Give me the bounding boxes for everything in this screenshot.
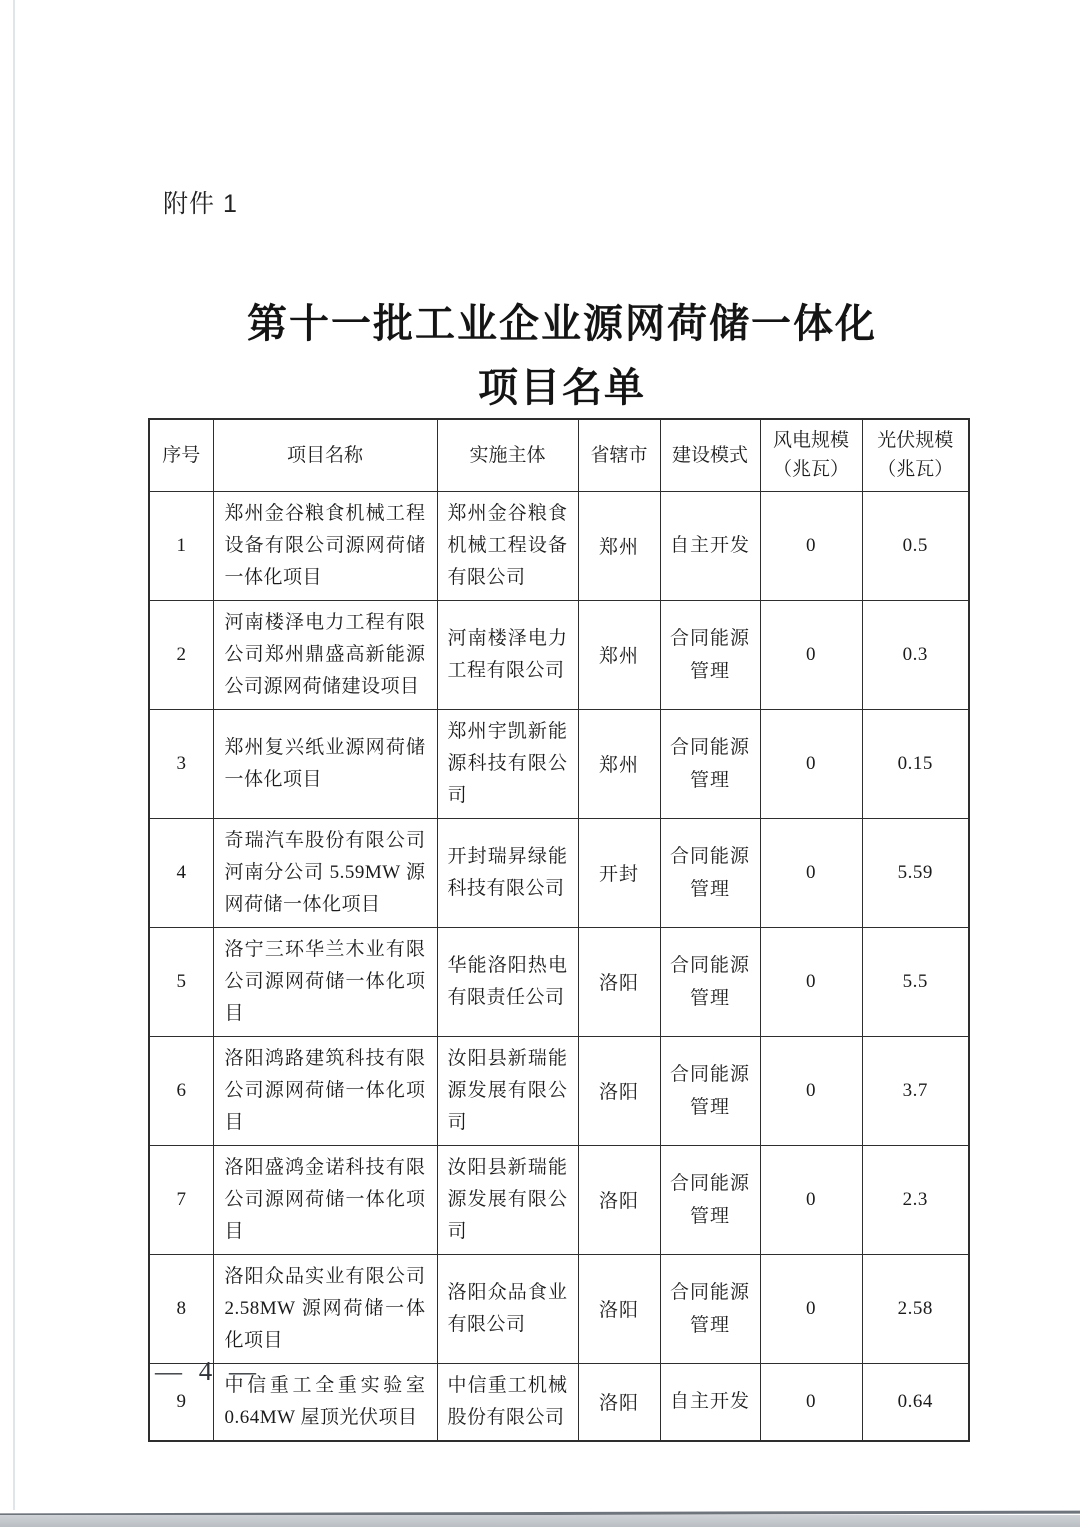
cell-entity: 开封瑞昇绿能科技有限公司 bbox=[437, 818, 578, 927]
page-title bbox=[150, 292, 974, 420]
cell-city: 洛阳 bbox=[578, 1145, 660, 1254]
cell-mode: 合同能源管理 bbox=[660, 1036, 760, 1145]
cell-project: 郑州复兴纸业源网荷储一体化项目 bbox=[213, 709, 437, 818]
projects-table bbox=[148, 418, 970, 1442]
header-wind bbox=[760, 419, 862, 491]
table-body bbox=[149, 491, 969, 1441]
cell-mode: 合同能源管理 bbox=[660, 1145, 760, 1254]
header-wind-line2: （兆瓦） bbox=[772, 459, 849, 481]
cell-no: 9 bbox=[149, 1363, 213, 1441]
cell-mode: 合同能源管理 bbox=[660, 927, 760, 1036]
scan-edge-bottom-fill bbox=[0, 1515, 1080, 1527]
cell-pv: 0.15 bbox=[862, 709, 969, 818]
cell-pv: 2.58 bbox=[862, 1254, 969, 1363]
cell-pv: 5.59 bbox=[862, 818, 969, 927]
table-row bbox=[149, 1363, 969, 1441]
cell-project: 郑州金谷粮食机械工程设备有限公司源网荷储一体化项目 bbox=[213, 491, 437, 600]
cell-project: 洛阳众品实业有限公司 2.58MW 源网荷储一体化项目 bbox=[213, 1254, 437, 1363]
cell-no: 2 bbox=[149, 600, 213, 709]
cell-city: 郑州 bbox=[578, 600, 660, 709]
page-title-line2: 项目名单 bbox=[478, 365, 646, 410]
cell-entity: 中信重工机械股份有限公司 bbox=[437, 1363, 578, 1441]
cell-entity: 郑州宇凯新能源科技有限公司 bbox=[437, 709, 578, 818]
header-mode: 建设模式 bbox=[660, 419, 760, 491]
scan-edge-left bbox=[13, 0, 15, 1510]
header-no: 序号 bbox=[149, 419, 213, 491]
header-entity: 实施主体 bbox=[437, 419, 578, 491]
cell-wind: 0 bbox=[760, 818, 862, 927]
cell-pv: 3.7 bbox=[862, 1036, 969, 1145]
cell-mode: 合同能源管理 bbox=[660, 600, 760, 709]
header-pv-line2: （兆瓦） bbox=[877, 459, 954, 481]
attachment-label: 附件 1 bbox=[163, 190, 238, 218]
page-title-line1: 第十一批工业企业源网荷储一体化 bbox=[247, 301, 877, 346]
table-row bbox=[149, 1145, 969, 1254]
cell-city: 郑州 bbox=[578, 709, 660, 818]
cell-wind: 0 bbox=[760, 927, 862, 1036]
cell-project: 洛阳盛鸿金诺科技有限公司源网荷储一体化项目 bbox=[213, 1145, 437, 1254]
cell-wind: 0 bbox=[760, 600, 862, 709]
header-row bbox=[149, 419, 969, 491]
cell-mode: 自主开发 bbox=[660, 1363, 760, 1441]
cell-mode: 合同能源管理 bbox=[660, 818, 760, 927]
cell-city: 洛阳 bbox=[578, 1036, 660, 1145]
cell-project: 奇瑞汽车股份有限公司河南分公司 5.59MW 源网荷储一体化项目 bbox=[213, 818, 437, 927]
cell-entity: 郑州金谷粮食机械工程设备有限公司 bbox=[437, 491, 578, 600]
table-row bbox=[149, 1254, 969, 1363]
cell-no: 3 bbox=[149, 709, 213, 818]
cell-wind: 0 bbox=[760, 1036, 862, 1145]
cell-mode: 自主开发 bbox=[660, 491, 760, 600]
table-row bbox=[149, 927, 969, 1036]
cell-city: 开封 bbox=[578, 818, 660, 927]
cell-project: 中信重工全重实验室 0.64MW 屋顶光伏项目 bbox=[213, 1363, 437, 1441]
cell-entity: 华能洛阳热电有限责任公司 bbox=[437, 927, 578, 1036]
page-number: — 4 — bbox=[155, 1356, 261, 1386]
cell-city: 郑州 bbox=[578, 491, 660, 600]
header-pv-line1: 光伏规模 bbox=[877, 430, 954, 452]
cell-no: 7 bbox=[149, 1145, 213, 1254]
cell-pv: 2.3 bbox=[862, 1145, 969, 1254]
cell-wind: 0 bbox=[760, 1254, 862, 1363]
cell-wind: 0 bbox=[760, 491, 862, 600]
cell-no: 5 bbox=[149, 927, 213, 1036]
table-row bbox=[149, 818, 969, 927]
cell-no: 8 bbox=[149, 1254, 213, 1363]
cell-wind: 0 bbox=[760, 1363, 862, 1441]
cell-entity: 河南楼泽电力工程有限公司 bbox=[437, 600, 578, 709]
header-city: 省辖市 bbox=[578, 419, 660, 491]
cell-mode: 合同能源管理 bbox=[660, 1254, 760, 1363]
table-row bbox=[149, 1036, 969, 1145]
cell-city: 洛阳 bbox=[578, 1254, 660, 1363]
cell-entity: 洛阳众品食业有限公司 bbox=[437, 1254, 578, 1363]
table-header bbox=[149, 419, 969, 491]
cell-wind: 0 bbox=[760, 1145, 862, 1254]
table-row bbox=[149, 600, 969, 709]
cell-city: 洛阳 bbox=[578, 1363, 660, 1441]
header-project: 项目名称 bbox=[213, 419, 437, 491]
cell-wind: 0 bbox=[760, 709, 862, 818]
cell-project: 洛宁三环华兰木业有限公司源网荷储一体化项目 bbox=[213, 927, 437, 1036]
cell-city: 洛阳 bbox=[578, 927, 660, 1036]
cell-entity: 汝阳县新瑞能源发展有限公司 bbox=[437, 1036, 578, 1145]
header-pv bbox=[862, 419, 969, 491]
table-row bbox=[149, 491, 969, 600]
header-wind-line1: 风电规模 bbox=[772, 430, 849, 452]
cell-pv: 0.5 bbox=[862, 491, 969, 600]
cell-no: 6 bbox=[149, 1036, 213, 1145]
cell-mode: 合同能源管理 bbox=[660, 709, 760, 818]
cell-pv: 0.3 bbox=[862, 600, 969, 709]
cell-project: 河南楼泽电力工程有限公司郑州鼎盛高新能源公司源网荷储建设项目 bbox=[213, 600, 437, 709]
table-row bbox=[149, 709, 969, 818]
cell-no: 1 bbox=[149, 491, 213, 600]
cell-pv: 5.5 bbox=[862, 927, 969, 1036]
cell-entity: 汝阳县新瑞能源发展有限公司 bbox=[437, 1145, 578, 1254]
cell-no: 4 bbox=[149, 818, 213, 927]
cell-pv: 0.64 bbox=[862, 1363, 969, 1441]
cell-project: 洛阳鸿路建筑科技有限公司源网荷储一体化项目 bbox=[213, 1036, 437, 1145]
